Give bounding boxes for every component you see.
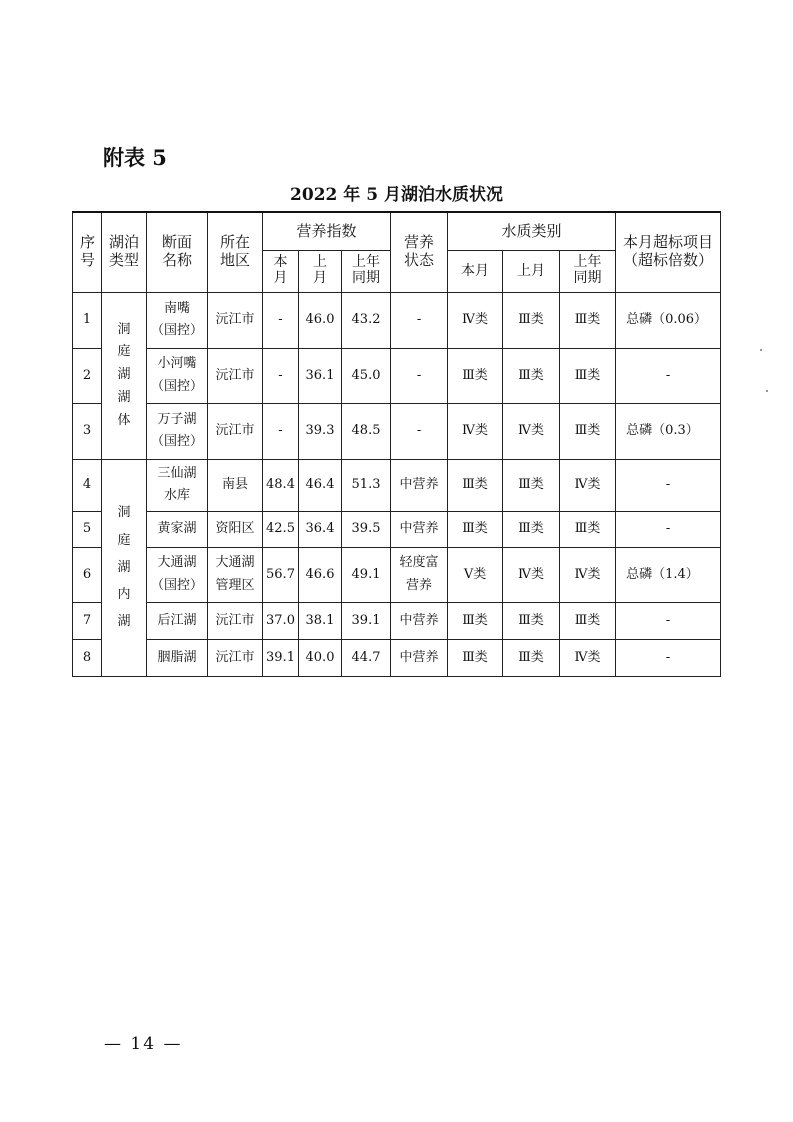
ti-this-month-cell: 48.4 bbox=[263, 459, 299, 511]
ti-last-year-cell: 49.1 bbox=[342, 547, 391, 602]
scan-mark bbox=[760, 349, 762, 351]
trophic-status-cell-line1: - bbox=[416, 367, 422, 383]
trophic-status-cell-line1: - bbox=[416, 423, 422, 439]
section-name-cell-line2: （国控） bbox=[150, 434, 203, 449]
header-trophic-index: 营养指数 bbox=[263, 212, 391, 250]
trophic-status-cell-line1: - bbox=[416, 312, 422, 328]
section-name-cell bbox=[147, 403, 208, 459]
region-cell bbox=[208, 511, 263, 547]
exceed-cell: - bbox=[616, 511, 721, 547]
region-cell-line1: 沅江市 bbox=[215, 423, 255, 439]
header-wc-last-month: 上月 bbox=[503, 250, 560, 292]
header-exceed: 本月超标项目（超标倍数） bbox=[616, 212, 721, 292]
trophic-status-cell-line1: 中营养 bbox=[399, 612, 439, 628]
wc-this-month-cell: Ⅲ类 bbox=[448, 348, 503, 403]
trophic-status-cell bbox=[391, 547, 448, 602]
section-name-cell-line1: 三仙湖 bbox=[157, 465, 197, 481]
region-cell-line1: 沅江市 bbox=[215, 649, 255, 665]
ti-last-year-cell: 45.0 bbox=[342, 348, 391, 403]
trophic-status-cell bbox=[391, 403, 448, 459]
header-ti-this-month: 本月 bbox=[263, 250, 299, 292]
ti-last-month-cell: 36.1 bbox=[299, 348, 342, 403]
trophic-status-cell-line1: 轻度富 bbox=[399, 555, 439, 571]
seq-cell: 6 bbox=[73, 547, 102, 602]
wc-this-month-cell: Ⅳ类 bbox=[448, 292, 503, 348]
region-cell bbox=[208, 547, 263, 602]
ti-last-year-cell: 39.1 bbox=[342, 602, 391, 639]
lake-type-cell bbox=[102, 292, 147, 459]
table-row bbox=[73, 602, 721, 639]
wc-last-year-cell: Ⅲ类 bbox=[560, 511, 616, 547]
lake-type-char: 洞 bbox=[117, 321, 131, 337]
wc-last-year-cell: Ⅳ类 bbox=[560, 547, 616, 602]
wc-last-month-cell: Ⅲ类 bbox=[503, 348, 560, 403]
region-cell-line1: 沅江市 bbox=[215, 367, 255, 383]
section-name-cell-line1: 后江湖 bbox=[157, 612, 197, 628]
wc-this-month-cell: Ⅲ类 bbox=[448, 511, 503, 547]
wc-last-month-cell: Ⅳ类 bbox=[503, 403, 560, 459]
lake-type-char: 湖 bbox=[117, 614, 131, 630]
wc-last-year-cell: Ⅲ类 bbox=[560, 403, 616, 459]
section-name-cell-line1: 南嘴 bbox=[163, 300, 190, 316]
ti-last-month-cell: 46.4 bbox=[299, 459, 342, 511]
table-row bbox=[73, 547, 721, 602]
region-cell-line1: 沅江市 bbox=[215, 612, 255, 628]
ti-last-year-cell: 39.5 bbox=[342, 511, 391, 547]
ti-last-month-cell: 38.1 bbox=[299, 602, 342, 639]
trophic-status-cell bbox=[391, 292, 448, 348]
lake-type-char: 体 bbox=[117, 412, 131, 428]
section-name-cell-line1: 胭脂湖 bbox=[157, 649, 197, 665]
table-row bbox=[73, 348, 721, 403]
table-title: 2022 年 5 月湖泊水质状况 bbox=[290, 185, 503, 205]
seq-cell: 1 bbox=[73, 292, 102, 348]
region-cell bbox=[208, 602, 263, 639]
lake-type-char: 湖 bbox=[117, 367, 131, 383]
lake-type-text bbox=[117, 319, 130, 433]
header-ti-last-month: 上月 bbox=[299, 250, 342, 292]
wc-last-month-cell: Ⅳ类 bbox=[503, 547, 560, 602]
region-cell-line2: 管理区 bbox=[215, 577, 255, 593]
ti-this-month-cell: 37.0 bbox=[263, 602, 299, 639]
header-region: 所在地区 bbox=[208, 212, 263, 292]
region-cell bbox=[208, 403, 263, 459]
exceed-cell: 总磷（0.06） bbox=[616, 292, 721, 348]
wc-last-month-cell: Ⅲ类 bbox=[503, 511, 560, 547]
lake-type-text bbox=[117, 499, 130, 635]
wc-last-month-cell: Ⅲ类 bbox=[503, 459, 560, 511]
section-name-cell bbox=[147, 511, 208, 547]
ti-this-month-cell: 42.5 bbox=[263, 511, 299, 547]
section-name-cell bbox=[147, 459, 208, 511]
exceed-cell: - bbox=[616, 348, 721, 403]
section-name-cell bbox=[147, 292, 208, 348]
ti-this-month-cell: - bbox=[263, 348, 299, 403]
wc-last-year-cell: Ⅳ类 bbox=[560, 459, 616, 511]
exceed-cell: 总磷（1.4） bbox=[616, 547, 721, 602]
trophic-status-cell-line1: 中营养 bbox=[399, 521, 439, 537]
trophic-status-cell bbox=[391, 459, 448, 511]
ti-this-month-cell: - bbox=[263, 292, 299, 348]
lake-type-char: 庭 bbox=[117, 532, 131, 548]
section-name-cell-line2: （国控） bbox=[150, 378, 203, 394]
table-row bbox=[73, 292, 721, 348]
ti-last-month-cell: 36.4 bbox=[299, 511, 342, 547]
region-cell bbox=[208, 292, 263, 348]
section-name-cell bbox=[147, 547, 208, 602]
trophic-status-cell bbox=[391, 602, 448, 639]
header-seq: 序号 bbox=[73, 212, 102, 292]
exceed-cell: - bbox=[616, 639, 721, 676]
trophic-status-cell bbox=[391, 348, 448, 403]
wc-this-month-cell: Ⅴ类 bbox=[448, 547, 503, 602]
seq-cell: 2 bbox=[73, 348, 102, 403]
region-cell bbox=[208, 459, 263, 511]
trophic-status-cell-line1: 中营养 bbox=[399, 477, 439, 493]
wc-last-year-cell: Ⅲ类 bbox=[560, 292, 616, 348]
section-name-cell-line1: 万子湖 bbox=[157, 411, 197, 427]
header-wc-last-year: 上年同期 bbox=[560, 250, 616, 292]
ti-last-month-cell: 46.0 bbox=[299, 292, 342, 348]
ti-this-month-cell: 56.7 bbox=[263, 547, 299, 602]
wc-this-month-cell: Ⅲ类 bbox=[448, 459, 503, 511]
region-cell bbox=[208, 348, 263, 403]
lake-type-char: 庭 bbox=[117, 344, 131, 360]
lake-type-cell bbox=[102, 459, 147, 676]
table-row bbox=[73, 639, 721, 676]
region-cell-line1: 沅江市 bbox=[215, 312, 255, 328]
region-cell bbox=[208, 639, 263, 676]
lake-type-char: 湖 bbox=[117, 389, 131, 405]
appendix-label: 附表 5 bbox=[103, 145, 167, 170]
exceed-cell: 总磷（0.3） bbox=[616, 403, 721, 459]
header-water-class: 水质类别 bbox=[448, 212, 616, 250]
section-name-cell bbox=[147, 639, 208, 676]
scan-mark bbox=[766, 390, 768, 392]
header-lake-type: 湖泊类型 bbox=[102, 212, 147, 292]
seq-cell: 5 bbox=[73, 511, 102, 547]
water-quality-table bbox=[72, 211, 721, 677]
section-name-cell-line1: 大通湖 bbox=[157, 555, 197, 571]
trophic-status-cell bbox=[391, 639, 448, 676]
region-cell-line1: 南县 bbox=[221, 477, 248, 493]
seq-cell: 3 bbox=[73, 403, 102, 459]
region-cell-line1: 大通湖 bbox=[215, 555, 255, 571]
lake-type-char: 湖 bbox=[117, 559, 131, 575]
trophic-status-cell-line2: 营养 bbox=[406, 577, 433, 593]
seq-cell: 7 bbox=[73, 602, 102, 639]
section-name-cell-line2: （国控） bbox=[150, 577, 203, 593]
wc-last-year-cell: Ⅲ类 bbox=[560, 348, 616, 403]
ti-last-year-cell: 44.7 bbox=[342, 639, 391, 676]
lake-type-char: 内 bbox=[117, 587, 131, 603]
lake-type-char: 洞 bbox=[117, 505, 131, 521]
wc-this-month-cell: Ⅲ类 bbox=[448, 639, 503, 676]
wc-this-month-cell: Ⅲ类 bbox=[448, 602, 503, 639]
ti-last-year-cell: 51.3 bbox=[342, 459, 391, 511]
wc-last-month-cell: Ⅲ类 bbox=[503, 292, 560, 348]
table-row bbox=[73, 459, 721, 511]
wc-last-month-cell: Ⅲ类 bbox=[503, 639, 560, 676]
wc-last-month-cell: Ⅲ类 bbox=[503, 602, 560, 639]
header-section: 断面名称 bbox=[147, 212, 208, 292]
ti-last-year-cell: 43.2 bbox=[342, 292, 391, 348]
ti-last-year-cell: 48.5 bbox=[342, 403, 391, 459]
ti-last-month-cell: 46.6 bbox=[299, 547, 342, 602]
section-name-cell-line1: 黄家湖 bbox=[157, 521, 197, 537]
section-name-cell-line2: 水库 bbox=[163, 488, 190, 503]
ti-this-month-cell: 39.1 bbox=[263, 639, 299, 676]
region-cell-line1: 资阳区 bbox=[215, 521, 255, 537]
table-row bbox=[73, 511, 721, 547]
ti-this-month-cell: - bbox=[263, 403, 299, 459]
seq-cell: 8 bbox=[73, 639, 102, 676]
trophic-status-cell-line1: 中营养 bbox=[399, 649, 439, 665]
exceed-cell: - bbox=[616, 459, 721, 511]
ti-last-month-cell: 40.0 bbox=[299, 639, 342, 676]
header-ti-last-year: 上年同期 bbox=[342, 250, 391, 292]
section-name-cell bbox=[147, 602, 208, 639]
seq-cell: 4 bbox=[73, 459, 102, 511]
exceed-cell: - bbox=[616, 602, 721, 639]
ti-last-month-cell: 39.3 bbox=[299, 403, 342, 459]
wc-last-year-cell: Ⅳ类 bbox=[560, 639, 616, 676]
header-wc-this-month: 本月 bbox=[448, 250, 503, 292]
header-trophic-status: 营养状态 bbox=[391, 212, 448, 292]
wc-last-year-cell: Ⅲ类 bbox=[560, 602, 616, 639]
page-number: — 14 — bbox=[104, 1034, 183, 1054]
trophic-status-cell bbox=[391, 511, 448, 547]
wc-this-month-cell: Ⅳ类 bbox=[448, 403, 503, 459]
table-row bbox=[73, 403, 721, 459]
section-name-cell bbox=[147, 348, 208, 403]
section-name-cell-line1: 小河嘴 bbox=[157, 356, 197, 372]
section-name-cell-line2: （国控） bbox=[150, 323, 203, 338]
